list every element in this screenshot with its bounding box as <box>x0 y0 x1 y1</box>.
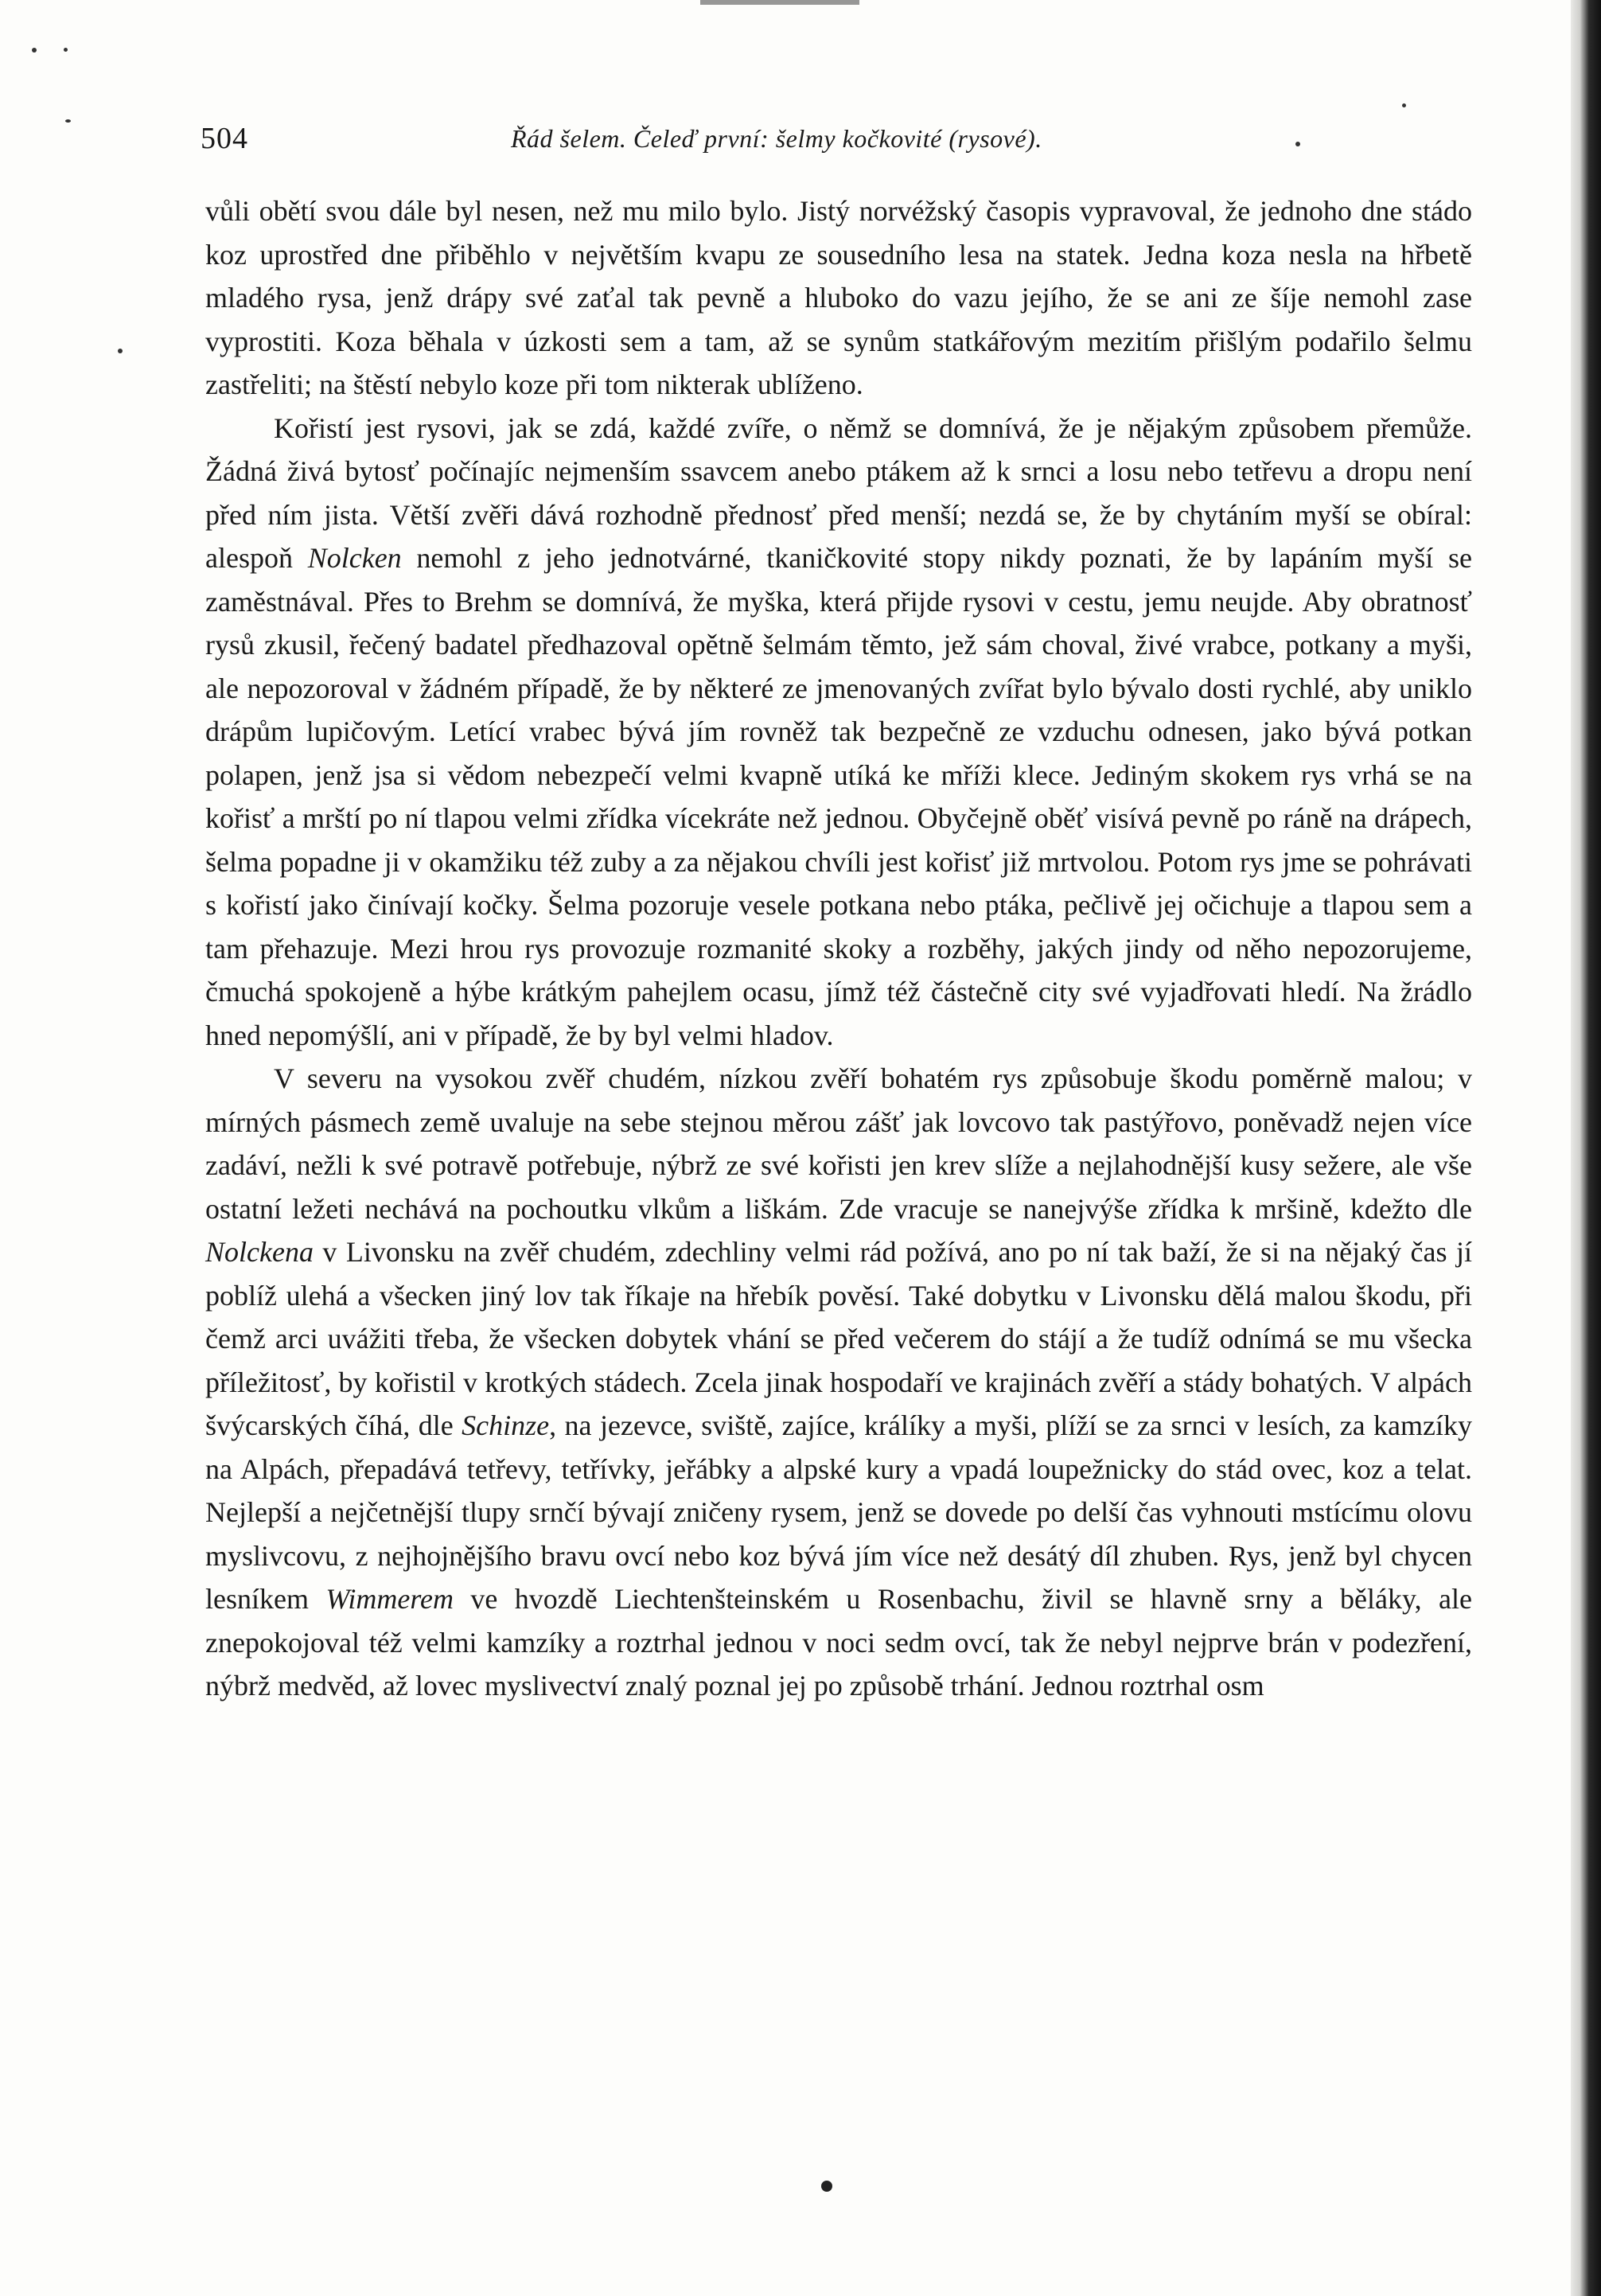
body-text <box>205 189 1472 1708</box>
paragraph <box>205 189 1472 407</box>
scan-speck <box>1402 103 1406 107</box>
italic-name: Nolcken <box>307 542 402 574</box>
scan-speck <box>64 48 68 52</box>
paragraph <box>205 1057 1472 1708</box>
text-run: vůli obětí svou dále byl nesen, než mu milo bylo. Jistý norvéžský časopis vypravoval, že jednoho dne stádo koz uprostřed dne přiběhlo v největším kvapu ze sousedního lesa na statek. Jedna koza nesla na hřbetě mladého rysa, jenž drápy své zaťal tak pevně a hluboko do vazu jejího, že se ani ze šíje nemohl zase vyprostiti. Koza běhala v úzkosti sem a tam, až se synům statkářovým mezitím přišlým podařilo šelmu zastřeliti; na štěstí nebylo koze při tom nikterak ublíženo. <box>205 195 1472 400</box>
italic-name: Schinze <box>462 1409 550 1441</box>
italic-name: Wimmerem <box>325 1583 454 1615</box>
running-head: Řád šelem. Čeleď první: šelmy kočkovité (rysové). <box>511 124 1042 153</box>
italic-name: Nolckena <box>205 1236 314 1268</box>
page-number: 504 <box>201 122 248 155</box>
scan-edge-top <box>700 0 859 5</box>
running-header <box>201 121 1458 169</box>
text-run: Kořistí jest rysovi, jak se zdá, každé zvíře, o němž se domnívá, že je nějakým způsobem přemůže. Žádná živá bytosť počínajíc nejmenším ssavcem anebo ptákem až k srnci a losu nebo tetřevu a dropu není před ním jista. Větší zvěři dává rozhodně přednosť před menší; nezdá se, že by chytáním myší se obíral: alespoň <box>205 411 1472 574</box>
text-run: ve hvozdě Liechtenšteinském u Rosenbachu, živil se hlavně srny a běláky, ale znepokojoval též velmi kamzíky a roztrhal jednou v noci sedm ovcí, tak že nebyl nejprve brán v podezření, nýbrž medvěd, až lovec myslivectví znalý poznal jej po způsobě trhání. Jednou roztrhal osm <box>205 1583 1472 1702</box>
scan-speck <box>32 48 37 53</box>
paragraph <box>205 407 1472 1058</box>
text-run: v Livonsku na zvěř chudém, zdechliny velmi rád požívá, ano po ní tak baží, že si na nějaký čas jí poblíž ulehá a všecken jiný lov tak říkaje na hřebík pověsí. Také dobytku v Livonsku dělá malou škodu, při čemž arci uvážiti třeba, že všecken dobytek vhání se před večerem do stájí a že tudíž odnímá se mu všecka příležitosť, by kořistil v krotkých stádech. Zcela jinak hospodaří ve krajinách zvěří a stády bohatých. V alpách švýcarských číhá, dle <box>205 1236 1472 1441</box>
text-run: , na jezevce, sviště, zajíce, králíky a myši, plíží se za srnci v lesích, za kamzíky na Alpách, přepadává tetřevy, tetřívky, jeřábky a alpské kury a vpadá loupežnicky do stád ovec, koz a telat. Nejlepší a nejčetnější tlupy srnčí bývají zničeny rysem, jenž se dovede po delší čas vyhnouti mstícímu olovu myslivcovu, z nejhojnějšího bravu ovcí nebo koz bývá jím více než desátý díl zhuben. Rys, jenž byl chycen lesníkem <box>205 1409 1472 1615</box>
text-run: nemohl z jeho jednotvárné, tkaničkovité stopy nikdy poznati, že by lapáním myší se zaměstnával. Přes to Brehm se domnívá, že myška, která přijde rysovi v cestu, jemu neujde. Aby obratnosť rysů zkusil, řečený badatel předhazoval opětně šelmám těmto, jež sám choval, živé vrabce, potkany a myši, ale nepozoroval v žádném případě, že by některé ze jmenovaných zvířat bylo bývalo dosti rychlé, aby uniklo drápům lupičovým. Letící vrabec bývá jím rovněž tak bezpečně ze vzduchu odnesen, jako bývá potkan polapen, jenž jsa si vědom nebezpečí velmi kvapně utíká ke mříži klece. Jediným skokem rys vrhá se na kořisť a mrští po ní tlapou velmi zřídka vícekráte než jednou. Obyčejně oběť visívá pevně po ráně na drápech, šelma popadne ji v okamžiku též zuby a za nějakou chvíli jest kořisť již mrtvolou. Potom rys jme se pohrávati s kořistí jako činívají kočky. Šelma pozoruje vesele potkana nebo ptáka, pečlivě jej očichuje a tlapou sem a tam přehazuje. Mezi hrou rys provozuje rozmanité skoky a rozběhy, jakých jindy od něho nepozorujeme, čmuchá spokojeně a hýbe krátkým pahejlem ocasu, jímž též částečně city své vyjadřovati hledí. Na žrádlo hned nepomýšlí, ani v případě, že by byl velmi hladov. <box>205 542 1473 1051</box>
scan-speck <box>118 349 123 353</box>
scan-speck <box>65 119 71 123</box>
footer-mark <box>821 2181 832 2192</box>
text-run: V severu na vysokou zvěř chudém, nízkou zvěří bohatém rys způsobuje škodu poměrně malou; v mírných pásmech země uvaluje na sebe stejnou měrou zášť jak lovcovo tak pastýřovo, poněvadž nejen více zadáví, nežli k své potravě potřebuje, nýbrž ze své kořisti jen krev slíže a nejlahodnější kusy sežere, ale vše ostatní ležeti nechává na pochoutku vlkům a liškám. Zde vracuje se nanejvýše zřídka k mršině, kdežto dle <box>205 1062 1472 1225</box>
scan-edge-right <box>1571 0 1601 2296</box>
